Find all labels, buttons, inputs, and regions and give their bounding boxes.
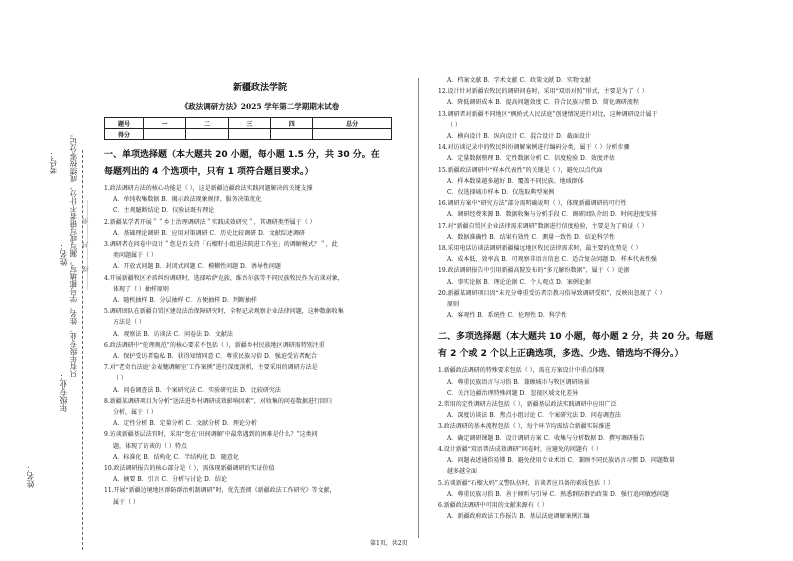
section1-heading-line1: 一、单项选择题（本大题共 20 小题，每小题 1.5 分，共 30 分。在: [104, 150, 380, 160]
score-input-2[interactable]: [186, 129, 228, 140]
answer-options-line: 分析，属于（ ）: [113, 409, 157, 417]
question-line: 20.新疆某调研项目因“未充分尊重受访者宗教习俗导致调研受阻”，反映出忽视了（ ）: [438, 289, 666, 297]
bottom-name-label: 姓名：: [26, 464, 35, 488]
question-line: 19.政法调研报告中引用新疆高院发布的“多元解纷数据”，属于（ ）论据: [438, 267, 630, 275]
score-cell-4: 四: [271, 118, 313, 129]
warning-text: 只有年级专业、姓名、学号都填写，漏写或写错者不计分，成绩按零分记。: [69, 130, 78, 378]
score-table-header-row: [105, 118, 392, 129]
answer-options-line: A．基础理论调研 B．应用对策调研 C．历史比较调研 D．文献综述调研: [113, 229, 305, 237]
score-input-3[interactable]: [228, 129, 270, 140]
seat-label: 考号：: [49, 150, 58, 174]
answer-options-line: A．标准化 B．结构化 C．半结构化 D．随意化: [113, 453, 239, 461]
answer-options-line: A．尊重民族习俗 B．善于倾听与引导 C．熟悉群防群治政策 D．强行追问敏感问题: [447, 490, 669, 498]
answer-options-line: 属于（ ）: [113, 498, 139, 506]
answer-options-line: 类问题属于（ ）: [113, 252, 157, 260]
section1-questions-part2: [438, 75, 768, 321]
answer-options-line: A．样本数量越多越好 B．覆盖不同民族、地域群体: [447, 177, 584, 185]
answer-options-line: A．定量数据整理 B．定性数据分析 C．信度检验 D．效度评估: [447, 155, 615, 163]
answer-options-line: A．问题表述通俗易懂 B．避免使用专业术语 C．兼顾不同民族语言习惯 D．问题数量: [447, 457, 675, 465]
answer-options-line: A．观察法 B．访谈法 C．问卷法 D．文献法: [113, 330, 233, 338]
answer-options-line: A．横向设计 B．纵向设计 C．混合设计 D．截面设计: [447, 133, 591, 141]
section2-heading-line2: 有 2 个或 2 个以上正确选项，多选、少选、错选均不得分。）: [438, 349, 684, 360]
answer-options-line: 体现了（ ）抽样原则: [113, 285, 169, 293]
answer-options-line: A．尊重民族语言与习俗 B．兼顾城市与牧区调研场景: [447, 378, 590, 386]
question-line: 6.政法调研中“伦理规范”的核心要求不包括（ ），新疆乡村民族地区调研需特别注重: [104, 341, 325, 349]
answer-options-line: A．事实论据 B．理论论据 C．个人观点 D．案例论据: [447, 278, 591, 286]
question-line: 7.对“老奇台法庭‘金麦穗调解室’工作案例”进行深度剖析，主要采用的调研方法是: [104, 364, 318, 372]
score-input-4[interactable]: [271, 129, 313, 140]
score-cell-total: 总分: [313, 118, 392, 129]
answer-options-line: C．关注边疆治理特殊问题 D．忽视区域文化差异: [447, 389, 579, 397]
answer-options-line: A．摘要 B．引言 C．分析与讨论 D．结论: [113, 476, 227, 484]
question-line: 4.开展新疆牧区矛盾纠纷调研时，选择哈萨克族、维吾尔族等不同民族牧民作为访谈对象，: [104, 274, 344, 282]
answer-options-line: A．单纯收集数据 B．揭示政法现象规律、服务决策优化: [113, 196, 262, 204]
score-cell-label: 题号: [105, 118, 144, 129]
answer-options-line: A．客观性 B．系统性 C．伦理性 D．科学性: [447, 312, 567, 320]
answer-options-line: 原则: [447, 301, 460, 309]
score-table-score-row: [105, 129, 392, 140]
school-name: 新疆政法学院: [232, 83, 287, 93]
question-line: 5.访谈新疆“石榴大妈”义警队伍时，访谈者应具备的素质包括（ ）: [438, 479, 614, 487]
grade-major-label: 年级专业：: [59, 372, 68, 412]
answer-options-line: A．降低调研成本 B．提高问题效度 C．符合民族习惯 D．简化调研流程: [447, 99, 639, 107]
name-label: 姓名：: [59, 242, 68, 266]
section2-questions: [438, 365, 768, 522]
answer-options-line: C．仅选择城市样本 D．仅选取典型案例: [447, 189, 555, 197]
seal-line-text: ………线………封………密………: [83, 200, 90, 290]
question-line: 4.设计新疆“双语普法成效调研”问卷时，应避免的问题有（ ）: [438, 445, 602, 453]
question-line: 1.政法调研方法的核心功能是（ ），这是新疆边疆政法实践问题解决的关键支撑: [104, 185, 313, 192]
answer-options-line: 方法是（ ）: [113, 319, 145, 327]
question-line: 3.政法调研的基本流程包括（ ），每个环节均需结合新疆实际推进: [438, 423, 611, 431]
answer-options-line: （ ）: [113, 375, 127, 383]
answer-options-line: A．深度访谈法 B．焦点小组讨论 C．个案研究法 D．问卷调查法: [447, 412, 621, 420]
answer-options-line: A．调研经费来源 B．数据收集与分析手段 C．调研团队介绍 D．时间进度安排: [447, 211, 657, 219]
score-input-1[interactable]: [144, 129, 186, 140]
answer-options-line: A．确定调研课题 B．设计调研方案 C．收集与分析数据 D．撰写调研报告: [447, 434, 645, 442]
answer-options-line: A．档案文献 B．学术文献 C．政策文献 D．实物文献: [447, 77, 591, 84]
answer-options-line: A．随机抽样 B．分层抽样 C．方便抽样 D．判断抽样: [113, 297, 257, 305]
question-line: 2.常用的定性调研方法包括（ ），新疆基层政法实践调研中应用广泛: [438, 401, 617, 409]
question-line: 9.访谈新疆基层法官时，采用“您在‘田间调解’中最常遇到的困难是什么？”这类问: [104, 431, 318, 439]
question-line: 15.新疆政法调研中“样本代表性”的关键是（ ），避免以点代面: [438, 166, 603, 174]
column-divider: [418, 78, 419, 538]
section1-questions-part1: [104, 183, 400, 508]
answer-options-line: A．定性分析 B．定量分析 C．文献分析 D．理论分析: [113, 420, 257, 428]
right-column: [438, 75, 768, 522]
page-number: 第1页，共2页: [370, 540, 408, 547]
question-line: 8.新疆某调研项目为分析“送法进乡村调研成效影响因素”，对收集的问卷数据进行回归: [104, 397, 332, 405]
answer-options-line: A．新疆政府政法工作报告 B．基层法庭调解案例汇编: [447, 513, 590, 521]
score-input-total[interactable]: [313, 129, 392, 140]
score-cell-2: 二: [186, 118, 228, 129]
question-line: 17.对“新疆自贸区企业法律需求调研”数据进行信度检验，主要是为了验证（ ）: [438, 222, 648, 230]
left-column: [104, 143, 400, 508]
question-line: 11.开展“新疆边境地区群防群治机制调研”时，优先查阅《新疆政法工作研究》等文献，: [104, 487, 336, 495]
question-line: 16.调研方案中“研究方法”部分需明确说明（ ），体现新疆调研的可行性: [438, 200, 627, 208]
question-line: 13.调研者对新疆不同地区“枫桥式人民法庭”创建情况进行对比，这种调研设计属于: [438, 110, 658, 118]
score-table: [104, 117, 392, 140]
question-line: 5.调研团队在新疆自贸区建设法治保障研究时，全程记录观察企业法律问题，这种数据收集: [104, 308, 344, 316]
answer-options-line: 题，体现了访谈的（ ）特点: [113, 442, 187, 450]
answer-options-line: 越多越全面: [447, 468, 478, 476]
question-line: 2.新疆某学者开展＂＂乡土治理调研法＂实践成效研究＂，其调研类型属于（ ）: [104, 218, 316, 226]
answer-options-line: A．开放式问题 B．封闭式问题 C．模糊性问题 D．诱导性问题: [113, 263, 281, 271]
answer-options-line: A．成本低、效率高 B．可观察非语言信息 C．适合复杂问题 D．样本代表性强: [447, 256, 657, 264]
question-line: 14.对访谈记录中的牧民纠纷调解案例进行编码分类，属于（ ）分析步骤: [438, 144, 630, 152]
answer-options-line: C．主观臆断结论 D．仅验证既有理论: [113, 207, 215, 215]
exam-title: 《政法调研方法》2025 学年第二学期期末试卷: [180, 102, 340, 111]
question-line: 3.调研者在问卷中设计＂您是否支持「石榴籽小组进法院进工作室」的调解模式？＂，此: [104, 241, 338, 249]
answer-options-line: A．问卷调查法 B．个案研究法 C．实验研究法 D．比较研究法: [113, 386, 281, 394]
question-line: 6.新疆政法调研中可用的文献来源有（ ）: [438, 501, 548, 509]
answer-options-line: A．数据准确性 B．结果有效性 C．测量一致性 D．结论科学性: [447, 233, 615, 241]
section2-heading-line1: 二、多项选择题（本大题共 10 小题，每小题 2 分，共 20 分。每题: [438, 332, 714, 343]
question-line: 12.设计针对新疆农牧民的调研问卷时，采用“双语对照”形式，主要是为了（ ）: [438, 88, 648, 96]
score-row-label: 得分: [105, 129, 144, 140]
section1-heading-line2: 每题列出的 4 个选项中，只有 1 项符合题目要求。）: [104, 167, 314, 177]
answer-options-line: （ ）: [447, 121, 461, 129]
score-cell-3: 三: [228, 118, 270, 129]
question-line: 1.新疆政法调研的特殊要求包括（ ），需在方案设计中重点体现: [438, 367, 605, 375]
question-line: 18.采用电话访谈法调研新疆偏远地区牧民法律需求时，最主要的优势是（ ）: [438, 245, 642, 253]
answer-options-line: A．保护受访者隐私 B．获得知情同意 C．尊重民族习俗 D．强迫受访者配合: [113, 353, 317, 361]
question-line: 10.政法调研报告的核心部分是（ ），需体现新疆调研的实证价值: [104, 465, 275, 473]
score-cell-1: 一: [144, 118, 186, 129]
